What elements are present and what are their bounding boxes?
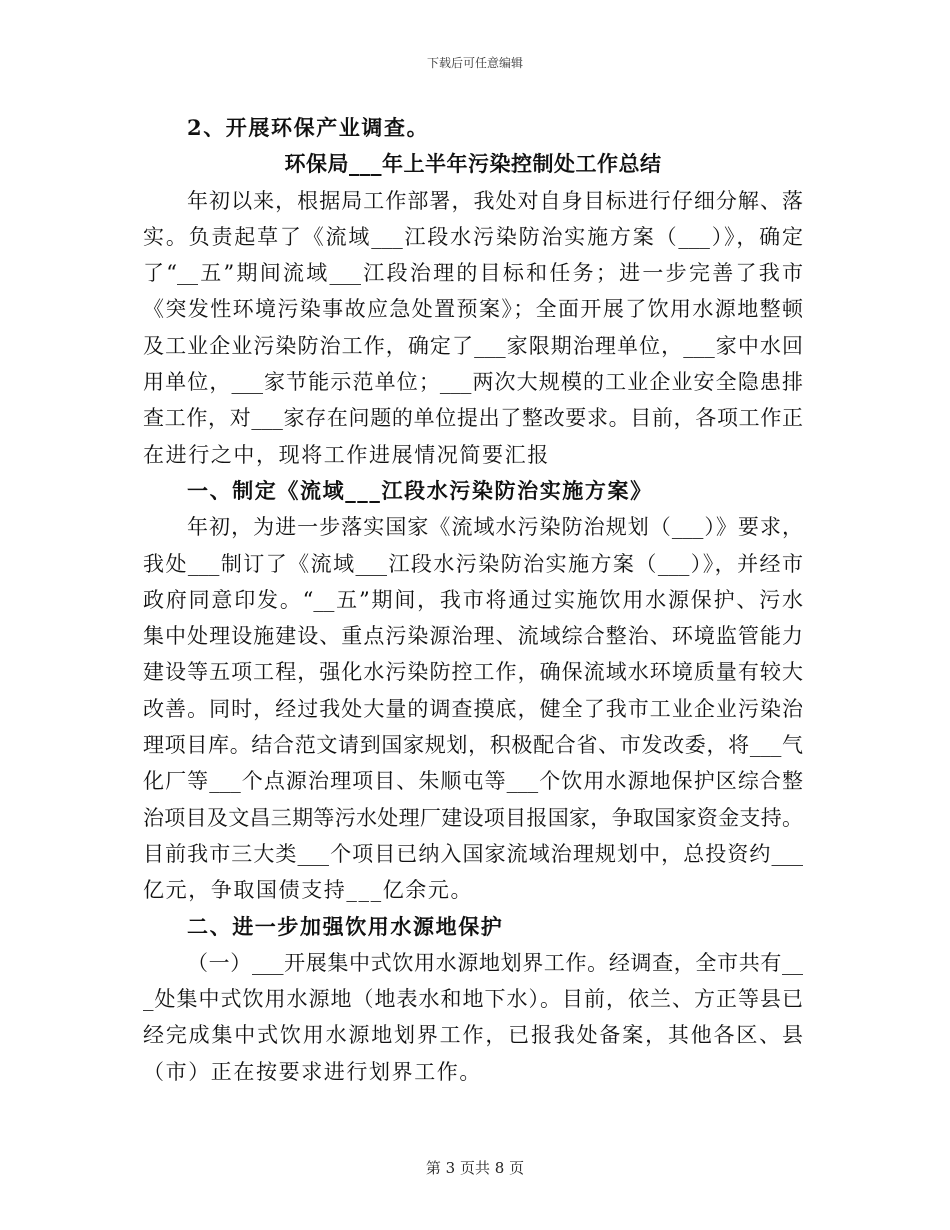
paragraph-line: 治项目及文昌三期等污水处理厂建设项目报国家，争取国家资金支持。: [143, 805, 803, 830]
paragraph-line: 年初以来，根据局工作部署，我处对自身目标进行仔细分解、落: [187, 188, 803, 213]
list-item-heading: 2、开展环保产业调查。: [187, 115, 430, 140]
page-footer: 第 3 页共 8 页: [425, 1159, 525, 1177]
section-heading-1: 一、制定《流域___江段水污染防治实施方案》: [187, 477, 653, 503]
page-header: 下载后可任意编辑: [426, 56, 523, 70]
paragraph-line: 改善。同时，经过我处大量的调查摸底，健全了我市工业企业污染治: [143, 696, 803, 721]
paragraph-line: 化厂等___个点源治理项目、朱顺屯等___个饮用水源地保护区综合整: [143, 769, 803, 794]
paragraph-line: 在进行之中，现将工作进展情况简要汇报: [143, 442, 550, 467]
paragraph-line: 《突发性环境污染事故应急处置预案》；全面开展了饮用水源地整顿: [143, 297, 803, 322]
paragraph-line: 了“__五”期间流域___江段治理的目标和任务；进一步完善了我市: [143, 261, 803, 286]
paragraph-line: （一）___开展集中式饮用水源地划界工作。经调查，全市共有__: [187, 950, 803, 975]
section-heading-2: 二、进一步加强饮用水源地保护: [187, 913, 504, 939]
paragraph-line: 目前我市三大类___个项目已纳入国家流域治理规划中，总投资约___: [143, 841, 803, 866]
document-title: 环保局___年上半年污染控制处工作总结: [284, 151, 662, 177]
paragraph-line: 查工作，对___家存在问题的单位提出了整改要求。目前，各项工作正: [143, 406, 803, 431]
document-body: [143, 110, 803, 1090]
paragraph-line: 理项目库。结合范文请到国家规划，积极配合省、市发改委，将___气: [143, 733, 803, 758]
paragraph-line: （市）正在按要求进行划界工作。: [143, 1059, 482, 1084]
paragraph-line: 用单位，___家节能示范单位；___两次大规模的工业企业安全隐患排: [143, 370, 803, 395]
paragraph-line: 建设等五项工程，强化水污染防控工作，确保流域水环境质量有较大: [143, 660, 803, 685]
paragraph-line: _处集中式饮用水源地（地表水和地下水）。目前，依兰、方正等县已: [143, 987, 803, 1012]
paragraph-line: 年初，为进一步落实国家《流域水污染防治规划（___）》要求，: [187, 515, 803, 540]
paragraph-line: 政府同意印发。“__五”期间，我市将通过实施饮用水源保护、污水: [143, 587, 803, 612]
paragraph-line: 亿元，争取国债支持___亿余元。: [143, 878, 474, 903]
paragraph-line: 实。负责起草了《流域___江段水污染防治实施方案（___）》，确定: [143, 224, 803, 249]
paragraph-line: 经完成集中式饮用水源地划界工作，已报我处备案，其他各区、县: [143, 1023, 803, 1048]
paragraph-line: 我处___制订了《流域___江段水污染防治实施方案（___）》，并经市: [143, 551, 803, 576]
paragraph-line: 及工业企业污染防治工作，确定了___家限期治理单位，___家中水回: [143, 333, 803, 358]
paragraph-line: 集中处理设施建设、重点污染源治理、流域综合整治、环境监管能力: [143, 624, 803, 649]
